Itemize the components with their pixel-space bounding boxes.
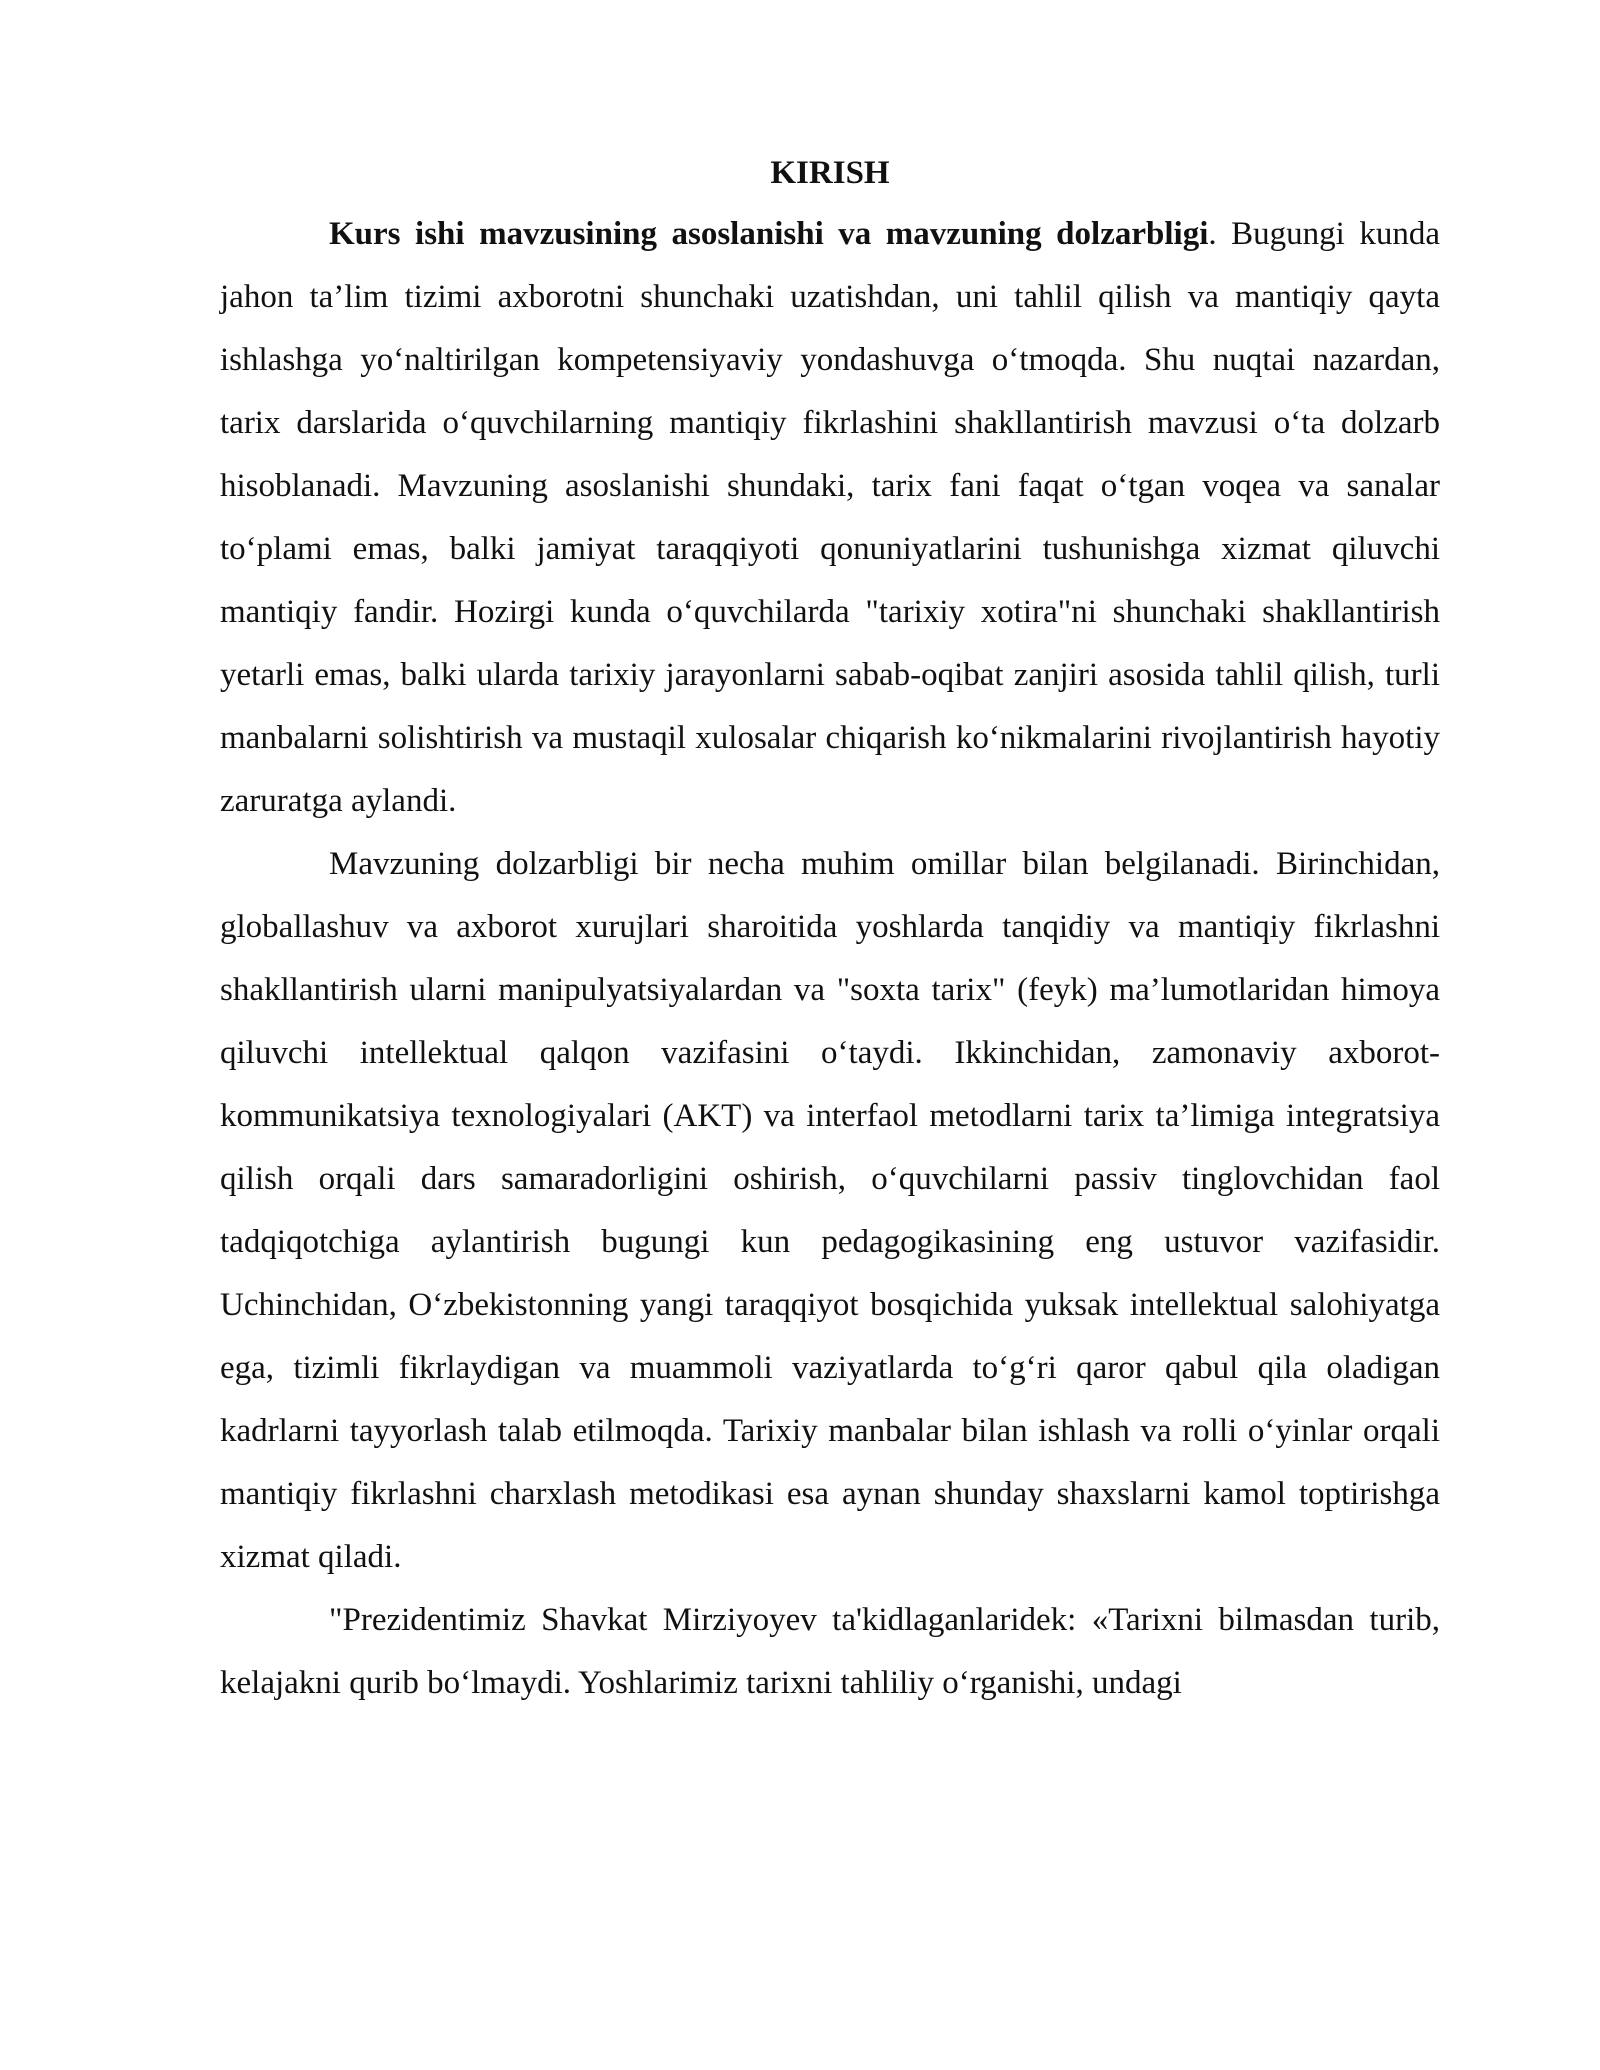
paragraph-text: Mavzuning dolzarbligi bir necha muhim omillar bilan belgilanadi. Birinchidan, globallashuv va axborot xurujlari sharoitida yoshlarda tanqidiy va mantiqiy fikrlashni shakllantirish ularni manipulyatsiyalardan va "soxta tarix" (feyk) ma’lumotlaridan himoya qiluvchi intellektual qalqon vazifasini o‘taydi. Ikkinchidan, zamonaviy axborot-kommunikatsiya texnologiyalari (AKT) va interfaol metodlarni tarix ta’limiga integratsiya qilish orqali dars samaradorligini oshirish, o‘quvchilarni passiv tinglovchidan faol tadqiqotchiga aylantirish bugungi kun pedagogikasining eng ustuvor vazifasidir. Uchinchidan, O‘zbekistonning yangi taraqqiyot bosqichida yuksak intellektual salohiyatga ega, tizimli fikrlaydigan va muammoli vaziyatlarda to‘g‘ri qaror qabul qila oladigan kadrlarni tayyorlash talab etilmoqda. Tarixiy manbalar bilan ishlash va rolli o‘yinlar orqali mantiqiy fikrlashni charxlash metodikasi esa aynan shunday shaxslarni kamol toptirishga xizmat qiladi. — [220, 846, 1440, 1575]
page-title: KIRISH — [770, 155, 890, 191]
paragraph-quote — [220, 1589, 1440, 1715]
paragraph-relevance — [220, 833, 1440, 1589]
paragraph-text: "Prezidentimiz Shavkat Mirziyoyev ta'kidlaganlaridek: «Tarixni bilmasdan turib, kelajakni qurib bo‘lmaydi. Yoshlarimiz tarixni tahliliy o‘rganishi, undagi — [220, 1602, 1440, 1701]
document-page — [220, 143, 1440, 1715]
paragraph-text: . Bugungi kunda jahon ta’lim tizimi axborotni shunchaki uzatishdan, uni tahlil qilish va mantiqiy qayta ishlashga yo‘naltirilgan kompetensiyaviy yondashuvga o‘tmoqda. Shu nuqtai nazardan, tarix darslarida o‘quvchilarning mantiqiy fikrlashini shakllantirish mavzusi o‘ta dolzarb hisoblanadi. Mavzuning asoslanishi shundaki, tarix fani faqat o‘tgan voqea va sanalar to‘plami emas, balki jamiyat taraqqiyoti qonuniyatlarini tushunishga xizmat qiluvchi mantiqiy fandir. Hozirgi kunda o‘quvchilarda "tarixiy xotira"ni shunchaki shakllantirish yetarli emas, balki ularda tarixiy jarayonlarni sabab-oqibat zanjiri asosida tahlil qilish, turli manbalarni solishtirish va mustaqil xulosalar chiqarish ko‘nikmalarini rivojlantirish hayotiy zaruratga aylandi. — [220, 216, 1440, 819]
paragraph-rationale — [220, 203, 1440, 833]
paragraph-lead-bold: Kurs ishi mavzusining asoslanishi va mavzuning dolzarbligi — [329, 216, 1209, 252]
